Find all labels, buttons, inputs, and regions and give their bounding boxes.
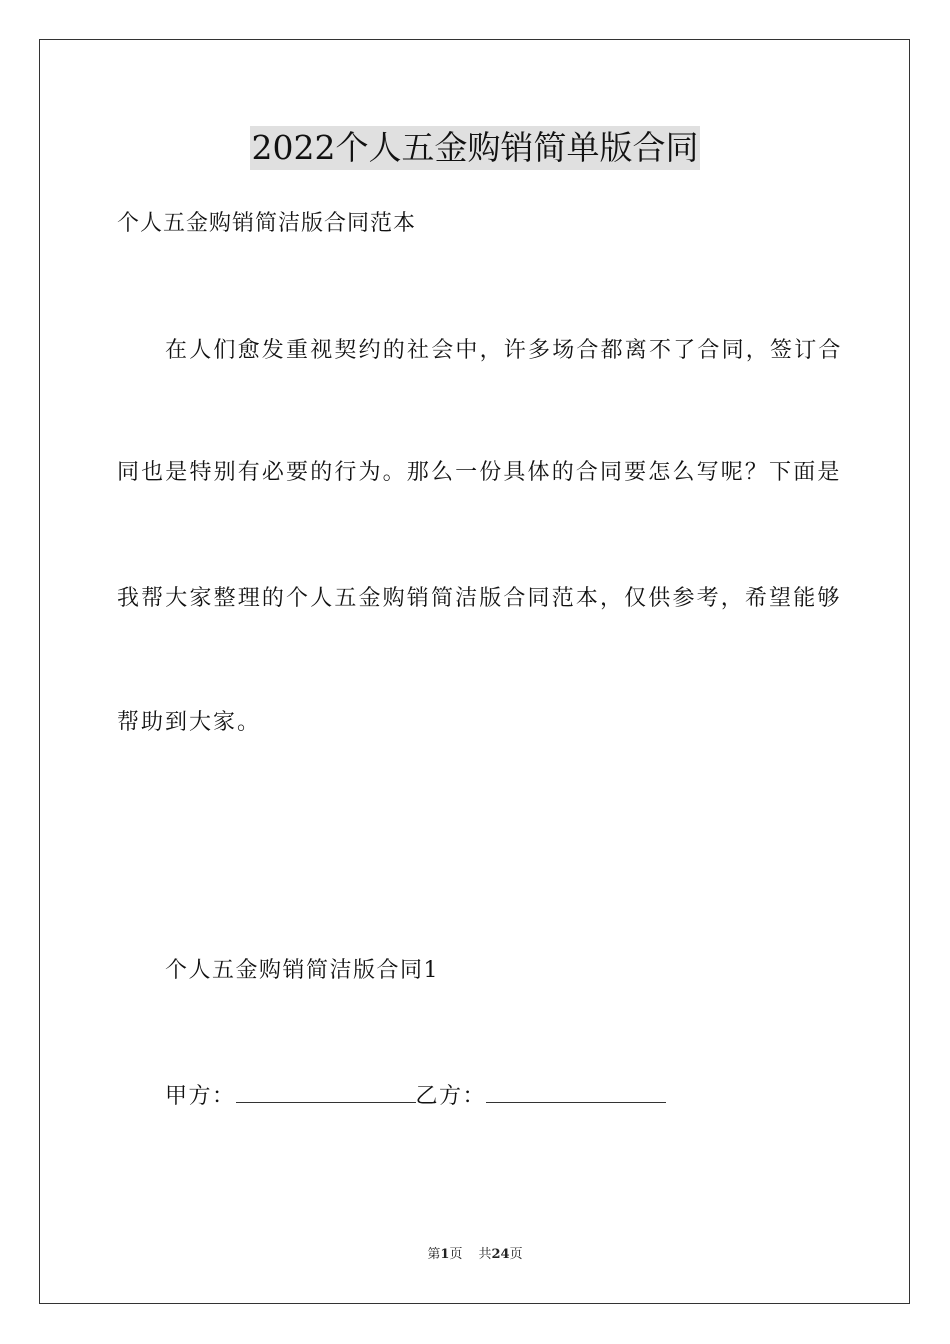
party-a-label: 甲方：: [165, 1084, 236, 1109]
document-subtitle: 个人五金购销简洁版合同范本: [117, 211, 417, 236]
footer-total-suffix: 页: [509, 1247, 523, 1262]
party-a-blank: [236, 1080, 416, 1103]
intro-paragraph-line-4: 帮助到大家。: [117, 710, 262, 735]
footer-total-pages: 24: [491, 1247, 510, 1262]
footer-page-prefix: 第: [427, 1247, 441, 1262]
footer-page-suffix: 页: [449, 1247, 463, 1262]
section-heading: 个人五金购销简洁版合同1: [165, 958, 439, 983]
intro-paragraph-line-2: 同也是特别有必要的行为。那么一份具体的合同要怎么写呢？下面是: [117, 460, 842, 485]
intro-paragraph-line-3: 我帮大家整理的个人五金购销简洁版合同范本，仅供参考，希望能够: [117, 586, 842, 611]
intro-paragraph-line-1: 在人们愈发重视契约的社会中，许多场合都离不了合同，签订合: [165, 338, 843, 363]
parties-line: [165, 1080, 666, 1112]
document-title: [0, 126, 950, 170]
party-b-blank: [486, 1080, 666, 1103]
document-title-text: 2022个人五金购销简单版合同: [250, 126, 701, 170]
footer-page-number: 1: [440, 1247, 450, 1262]
page-footer: [0, 1246, 950, 1264]
footer-total-prefix: 共: [478, 1247, 492, 1262]
party-b-label: 乙方：: [415, 1084, 487, 1109]
